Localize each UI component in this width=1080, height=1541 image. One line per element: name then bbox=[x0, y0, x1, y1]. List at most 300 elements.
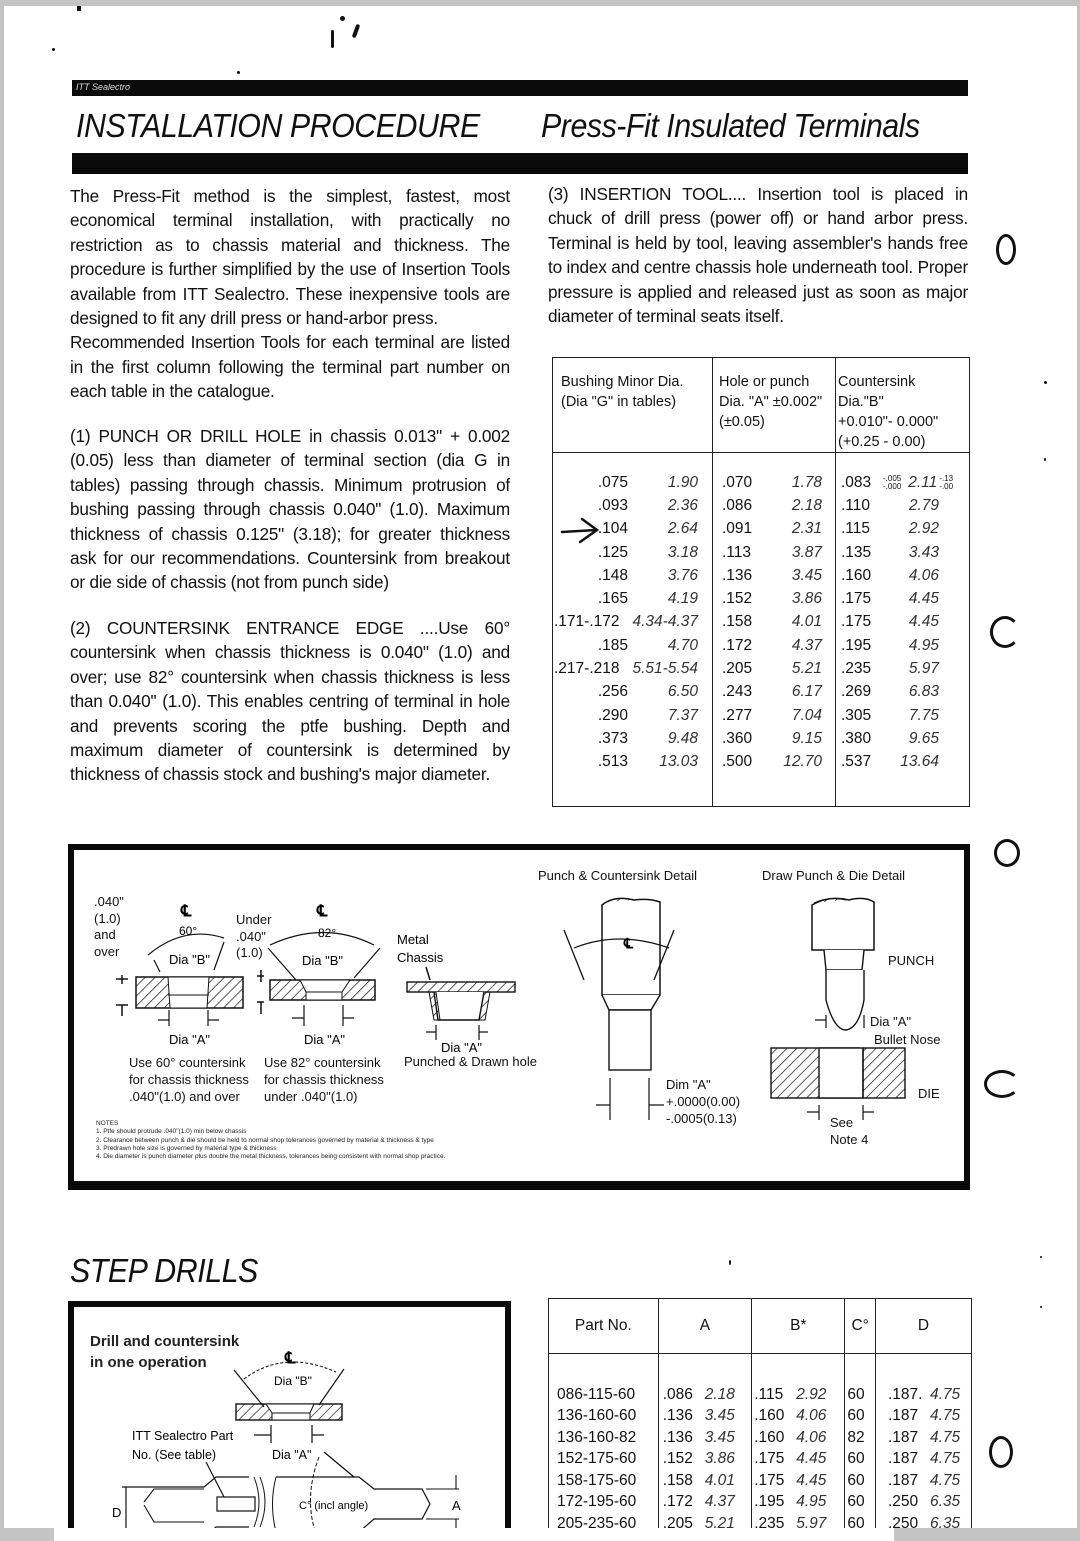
table-row bbox=[847, 1384, 874, 1406]
cell-value: .175 bbox=[754, 1450, 785, 1468]
table-row bbox=[554, 751, 711, 774]
table-row bbox=[714, 541, 834, 564]
cell-value: .187 bbox=[888, 1428, 919, 1446]
cell-value: .172 bbox=[662, 1493, 693, 1511]
table-row bbox=[754, 1406, 843, 1428]
table-row bbox=[754, 1427, 843, 1449]
mm-value: 7.04 bbox=[791, 706, 822, 724]
tolerance-value: -.000 bbox=[883, 481, 902, 491]
table-row bbox=[557, 1449, 657, 1471]
tolerance-value: -.13 bbox=[939, 473, 954, 483]
cell-value: 6.35 bbox=[930, 1514, 961, 1528]
header-line: +0.010"- 0.000" bbox=[838, 414, 939, 430]
table-row bbox=[847, 1449, 874, 1471]
caption-60-countersink bbox=[129, 1054, 249, 1105]
cell-value: .205 bbox=[662, 1514, 693, 1528]
caption-punched-drawn: Punched & Drawn hole bbox=[404, 1054, 537, 1069]
dim-line: +.0000(0.00) bbox=[666, 1094, 741, 1109]
header-line: Dia. "A" ±0.002" bbox=[719, 394, 823, 410]
mm-value: 9.15 bbox=[791, 729, 822, 747]
table-row bbox=[663, 1406, 751, 1428]
cell-value: 2.18 bbox=[704, 1385, 735, 1403]
table-row bbox=[754, 1384, 843, 1406]
table-row bbox=[663, 1470, 751, 1492]
inch-value: .305 bbox=[841, 706, 872, 724]
mm-value: 6.83 bbox=[908, 683, 939, 701]
caption-line: Use 60° countersink bbox=[129, 1055, 246, 1070]
c-column bbox=[845, 1354, 876, 1529]
page-subtitle: Press-Fit Insulated Terminals bbox=[541, 107, 920, 144]
table-row bbox=[837, 657, 968, 680]
mm-value: 3.45 bbox=[791, 566, 822, 584]
header-line: (±0.05) bbox=[719, 414, 765, 430]
svg-text:Dia "B": Dia "B" bbox=[274, 1374, 312, 1388]
header-line: (Dia "G" in tables) bbox=[561, 394, 677, 410]
table-row bbox=[754, 1513, 843, 1528]
inch-value: .256 bbox=[597, 683, 628, 701]
note-item: 3. Predrawn hole size is governed by material type & thickness bbox=[96, 1144, 277, 1152]
inch-value: .152 bbox=[722, 590, 753, 608]
cell-value: 4.75 bbox=[930, 1450, 961, 1468]
table-row bbox=[888, 1470, 970, 1492]
table-row bbox=[714, 751, 834, 774]
mm-value: 12.70 bbox=[783, 753, 822, 771]
inch-value: .075 bbox=[597, 473, 628, 491]
mm-value: 5.51-5.54 bbox=[632, 660, 698, 678]
cell-value: .187 bbox=[888, 1450, 919, 1468]
cell-value: 6.35 bbox=[930, 1493, 961, 1511]
inch-value: .217-.218 bbox=[554, 660, 620, 678]
table-row bbox=[754, 1449, 843, 1471]
countersink-column bbox=[836, 453, 970, 807]
note-item: 2. Clearance between punch & die should be held to normal shop tolerances governed by material & thickness & type bbox=[96, 1136, 434, 1144]
cell-value: 60 bbox=[847, 1471, 865, 1489]
table-row bbox=[557, 1470, 657, 1492]
inch-value: .269 bbox=[841, 683, 872, 701]
mm-value: 6.50 bbox=[667, 683, 698, 701]
cell-value: .187 bbox=[888, 1407, 919, 1425]
die-label: DIE bbox=[918, 1086, 940, 1101]
draw-punch-die-title: Draw Punch & Die Detail bbox=[762, 868, 906, 883]
table-row bbox=[663, 1492, 751, 1514]
mm-value: 13.64 bbox=[900, 753, 939, 771]
table-row bbox=[847, 1470, 874, 1492]
table-row bbox=[714, 518, 834, 541]
inch-value: .290 bbox=[597, 706, 628, 724]
col-header-bushing bbox=[553, 358, 713, 453]
centerline-symbol: ℄ bbox=[181, 903, 192, 920]
cell-value: 5.21 bbox=[704, 1514, 735, 1528]
installation-diagram bbox=[68, 844, 970, 1190]
table-row bbox=[888, 1449, 970, 1471]
label-line: .040" bbox=[236, 928, 266, 944]
scan-speck bbox=[340, 16, 345, 21]
mm-value: 4.37 bbox=[791, 636, 822, 654]
mm-value: 7.75 bbox=[908, 706, 939, 724]
see-note-label bbox=[830, 1114, 868, 1148]
mm-value: 6.17 bbox=[791, 683, 822, 701]
tolerance-value: -.005 bbox=[883, 473, 902, 483]
mm-value: 9.48 bbox=[667, 729, 698, 747]
step-3-paragraph: (3) INSERTION TOOL.... Insertion tool is placed in chuck of drill press (power off) or hand arbor press. Terminal is held by tool, leaving assembler's hands free to index and centre chassis hole underneath tool. Proper pressure is applied and released just as soon as major diameter of terminal seats itself. bbox=[548, 184, 968, 327]
svg-text:Dia "A": Dia "A" bbox=[272, 1448, 312, 1462]
label-line: (1.0) bbox=[236, 945, 263, 960]
svg-text:C° (incl angle): C° (incl angle) bbox=[299, 1500, 369, 1512]
inch-value: .513 bbox=[597, 753, 628, 771]
inch-value: .243 bbox=[722, 683, 753, 701]
inch-value: .091 bbox=[722, 520, 753, 538]
cell-value: 60 bbox=[847, 1385, 865, 1403]
inch-value: .360 bbox=[722, 729, 753, 747]
svg-text:Dia "B": Dia "B" bbox=[169, 952, 211, 967]
mm-value: 9.65 bbox=[908, 729, 939, 747]
dim-line: Dim "A" bbox=[666, 1077, 711, 1092]
table-row bbox=[837, 518, 968, 541]
cell-value: 60 bbox=[847, 1450, 865, 1468]
dim-line: -.0005(0.13) bbox=[666, 1111, 737, 1126]
hole-column bbox=[713, 453, 836, 807]
cell-value: .160 bbox=[754, 1407, 785, 1425]
cell-value: 158-175-60 bbox=[557, 1471, 637, 1489]
table-row bbox=[837, 541, 968, 564]
table-row bbox=[554, 681, 711, 704]
diagram-notes bbox=[96, 1120, 445, 1161]
mm-value: 5.97 bbox=[908, 660, 939, 678]
caption-line: for chassis thickness bbox=[264, 1072, 384, 1087]
table-row bbox=[714, 564, 834, 587]
step-1-paragraph: (1) PUNCH OR DRILL HOLE in chassis 0.013" + 0.002 (0.05) less than diameter of terminal section (dia G in tables) passing through chassis. Minimum protrusion of bushing passing through chassis 0.040" (1.0). Maximum thickness of chassis 0.125" (3.18); for greater thickness ask for our recommendations. Countersink from breakout or die side of chassis (not from punch side) bbox=[70, 426, 510, 593]
inch-value: .205 bbox=[722, 660, 753, 678]
title-underline-bar bbox=[72, 153, 968, 174]
label-line: over bbox=[94, 943, 120, 959]
cell-value: .250 bbox=[888, 1514, 919, 1528]
table-row bbox=[754, 1470, 843, 1492]
tolerance-inch bbox=[883, 475, 901, 491]
table-row bbox=[837, 681, 968, 704]
table-row bbox=[554, 494, 711, 517]
part-no-column bbox=[549, 1354, 659, 1529]
cell-value: .136 bbox=[662, 1407, 693, 1425]
inch-value: .172 bbox=[722, 636, 753, 654]
table-row bbox=[837, 727, 968, 750]
table-row bbox=[888, 1427, 970, 1449]
cell-value: .136 bbox=[662, 1428, 693, 1446]
mm-value: 2.64 bbox=[667, 520, 698, 538]
table-row bbox=[554, 471, 711, 494]
col-header-countersink bbox=[836, 358, 970, 453]
scan-speck bbox=[729, 1260, 731, 1265]
table-row bbox=[554, 727, 711, 750]
inch-value: .175 bbox=[841, 590, 872, 608]
inch-value: .373 bbox=[597, 729, 628, 747]
mm-value: 13.03 bbox=[659, 753, 698, 771]
caption-82-countersink bbox=[264, 1054, 384, 1105]
bullet-nose-label: Bullet Nose bbox=[874, 1032, 941, 1047]
cell-value: 4.75 bbox=[930, 1407, 961, 1425]
cell-value: .152 bbox=[662, 1450, 693, 1468]
mm-value: 2.11 bbox=[908, 473, 938, 491]
mm-value: 3.86 bbox=[791, 590, 822, 608]
table-row bbox=[837, 564, 968, 587]
cell-value: 4.75 bbox=[930, 1428, 961, 1446]
inch-value: .165 bbox=[597, 590, 628, 608]
table-row bbox=[663, 1384, 751, 1406]
b-column bbox=[752, 1354, 845, 1529]
table-row bbox=[847, 1427, 874, 1449]
cell-value: 4.37 bbox=[704, 1493, 735, 1511]
cell-value: .195 bbox=[754, 1493, 785, 1511]
scan-speck bbox=[237, 71, 240, 74]
label-line: .040" bbox=[94, 894, 124, 909]
cell-value: .115 bbox=[754, 1385, 784, 1403]
binder-hole bbox=[994, 839, 1020, 867]
scan-speck bbox=[1040, 1256, 1042, 1258]
col-header-part-no: Part No. bbox=[549, 1299, 659, 1354]
inch-value: .158 bbox=[722, 613, 753, 631]
cell-value: 2.92 bbox=[796, 1385, 827, 1403]
table-row bbox=[888, 1406, 970, 1428]
mm-value: 4.06 bbox=[908, 566, 939, 584]
note-item: 4. Die diameter is punch diameter plus double the metal thickness, tolerances being consistent with normal shop practice. bbox=[96, 1153, 446, 1161]
inch-value: .148 bbox=[597, 566, 628, 584]
cell-value: .175 bbox=[754, 1471, 785, 1489]
note-line: Note 4 bbox=[830, 1132, 869, 1147]
mm-value: 1.90 bbox=[667, 473, 698, 491]
inch-value: .195 bbox=[841, 636, 872, 654]
notes-title: NOTES bbox=[96, 1120, 119, 1127]
svg-text:℄: ℄ bbox=[285, 1350, 296, 1367]
note-item: 1. Ptfe should protrude .040"(1.0) min below chassis bbox=[96, 1128, 247, 1136]
table-row bbox=[837, 634, 968, 657]
header-line: Countersink Dia."B" bbox=[838, 374, 916, 410]
header-line: Bushing Minor Dia. bbox=[561, 374, 684, 390]
table-row bbox=[888, 1384, 970, 1406]
mm-value: 2.79 bbox=[908, 496, 939, 514]
cell-value: 4.75 bbox=[930, 1385, 961, 1403]
label-line: (1.0) bbox=[94, 910, 121, 926]
heading-line: in one operation bbox=[90, 1354, 207, 1371]
cell-value: 60 bbox=[847, 1493, 865, 1511]
cell-value: 4.45 bbox=[796, 1471, 827, 1489]
cell-value: 3.45 bbox=[704, 1428, 735, 1446]
col-header-hole bbox=[713, 358, 836, 453]
inch-value: .083 bbox=[841, 473, 872, 491]
cell-value: 60 bbox=[847, 1407, 865, 1425]
svg-text:82°: 82° bbox=[318, 926, 337, 940]
heading-line: Drill and countersink bbox=[90, 1333, 240, 1350]
svg-text:Dia "A": Dia "A" bbox=[304, 1032, 346, 1047]
inch-value: .277 bbox=[722, 706, 753, 724]
table-row bbox=[714, 471, 834, 494]
scan-speck bbox=[1044, 381, 1047, 384]
table-row bbox=[847, 1492, 874, 1514]
table-row bbox=[714, 704, 834, 727]
intro-section bbox=[70, 184, 510, 404]
header-line: Hole or punch bbox=[719, 374, 810, 390]
cell-value: 205-235-60 bbox=[557, 1514, 637, 1528]
intro-paragraph-2: Recommended Insertion Tools for each terminal are listed in the first column following the terminal part number on each table in the catalogue. bbox=[70, 332, 510, 402]
table-row bbox=[714, 727, 834, 750]
binder-hole bbox=[984, 1070, 1020, 1098]
step-drill-diagram bbox=[68, 1301, 511, 1528]
table-row bbox=[554, 564, 711, 587]
svg-text:D: D bbox=[112, 1505, 122, 1520]
table-row bbox=[847, 1513, 874, 1528]
cell-value: 60 bbox=[847, 1514, 865, 1528]
svg-text:No. (See table): No. (See table) bbox=[132, 1448, 217, 1462]
table-row bbox=[714, 587, 834, 610]
table-row bbox=[714, 634, 834, 657]
table-row bbox=[557, 1492, 657, 1514]
inch-value: .115 bbox=[841, 520, 871, 538]
inch-value: .093 bbox=[597, 496, 628, 514]
mm-value: 3.87 bbox=[791, 543, 822, 561]
table-row bbox=[714, 657, 834, 680]
table-row bbox=[663, 1427, 751, 1449]
cell-value: 152-175-60 bbox=[557, 1450, 637, 1468]
mm-value: 2.36 bbox=[667, 496, 698, 514]
mm-value: 2.92 bbox=[908, 520, 939, 538]
inch-value: .104 bbox=[597, 520, 628, 538]
inch-value: .160 bbox=[841, 566, 872, 584]
cell-value: .187 bbox=[888, 1471, 919, 1489]
table-row bbox=[663, 1449, 751, 1471]
inch-value: .500 bbox=[722, 753, 753, 771]
table-row bbox=[554, 704, 711, 727]
intro-paragraph: The Press-Fit method is the simplest, fastest, most economical terminal installation, with practically no restriction as to chassis material and thickness. The procedure is further simplified by the use of Insertion Tools available from ITT Sealectro. These inexpensive tools are designed to fit any drill press or hand-arbor press. bbox=[70, 186, 510, 329]
scan-speck bbox=[352, 24, 361, 39]
svg-text:Metal: Metal bbox=[397, 932, 429, 947]
table-row bbox=[557, 1406, 657, 1428]
binder-hole bbox=[990, 616, 1020, 648]
handwritten-arrow-icon bbox=[560, 516, 600, 546]
col-header-d: D bbox=[876, 1299, 972, 1354]
table-row bbox=[888, 1492, 970, 1514]
mm-value: 2.31 bbox=[791, 520, 822, 538]
caption-line: Use 82° countersink bbox=[264, 1055, 381, 1070]
a-column bbox=[658, 1354, 752, 1529]
d-column bbox=[876, 1354, 972, 1529]
cell-value: 4.06 bbox=[796, 1428, 827, 1446]
inch-value: .070 bbox=[722, 473, 753, 491]
scan-speck bbox=[1040, 1306, 1042, 1308]
caption-line: .040"(1.0) and over bbox=[129, 1089, 240, 1104]
svg-text:60°: 60° bbox=[179, 924, 198, 938]
col-header-b: B* bbox=[752, 1299, 845, 1354]
mm-value: 4.34-4.37 bbox=[632, 613, 698, 631]
svg-text:Dia "A": Dia "A" bbox=[441, 1040, 483, 1055]
cell-value: 5.97 bbox=[796, 1514, 827, 1528]
step-drill-drawing bbox=[74, 1307, 504, 1528]
punch-label: PUNCH bbox=[888, 953, 935, 968]
mm-value: 2.18 bbox=[791, 496, 822, 514]
mm-value: 4.45 bbox=[908, 613, 939, 631]
cell-value: .235 bbox=[754, 1514, 785, 1528]
svg-text:℄: ℄ bbox=[624, 935, 633, 951]
inch-value: .110 bbox=[841, 496, 871, 514]
page-title: INSTALLATION PROCEDURE bbox=[76, 107, 480, 144]
table-row bbox=[837, 494, 968, 517]
note-line: See bbox=[830, 1115, 854, 1130]
mm-value: 4.95 bbox=[908, 636, 939, 654]
table-row bbox=[888, 1513, 970, 1528]
inch-value: .175 bbox=[841, 613, 872, 631]
inch-value: .125 bbox=[597, 543, 628, 561]
inch-value: .185 bbox=[597, 636, 628, 654]
inch-value: .135 bbox=[841, 543, 872, 561]
svg-text:ITT Sealectro Part: ITT Sealectro Part bbox=[132, 1429, 234, 1443]
inch-value: .136 bbox=[722, 566, 753, 584]
cell-value: .250 bbox=[888, 1493, 919, 1511]
dim-a-tolerance bbox=[666, 1076, 740, 1127]
bushing-column bbox=[553, 453, 713, 807]
cell-value: 086-115-60 bbox=[557, 1385, 636, 1403]
step-drill-table bbox=[548, 1298, 972, 1528]
svg-text:Dia "A": Dia "A" bbox=[169, 1032, 211, 1047]
svg-text:A: A bbox=[452, 1498, 461, 1513]
table-row bbox=[663, 1513, 751, 1528]
step-2-paragraph: (2) COUNTERSINK ENTRANCE EDGE ....Use 60° countersink when chassis thickness is 0.040" (1.0) and over; use 82° countersink when chassis thickness is less than 0.040" (1.0). This enables centring of terminal in hole and prevents scoring the ptfe bushing. Depth and maximum diameter of countersink is determined by thickness of chassis stock and bushing's major diameter. bbox=[70, 618, 510, 785]
mm-value: 4.70 bbox=[667, 636, 698, 654]
mm-value: 3.43 bbox=[908, 543, 939, 561]
binder-hole bbox=[989, 1436, 1013, 1468]
table-row bbox=[554, 657, 711, 680]
inch-value: .235 bbox=[841, 660, 872, 678]
mm-value: 4.19 bbox=[667, 590, 698, 608]
cell-value: 4.75 bbox=[930, 1471, 961, 1489]
table-row bbox=[714, 611, 834, 634]
cell-value: .187. bbox=[888, 1385, 923, 1403]
tolerance-value: -.00 bbox=[939, 481, 954, 491]
table-row bbox=[557, 1513, 657, 1528]
col-header-c: C° bbox=[845, 1299, 876, 1354]
cell-value: .158 bbox=[662, 1471, 693, 1489]
table-row bbox=[837, 587, 968, 610]
binder-hole bbox=[996, 234, 1016, 265]
table-row bbox=[714, 494, 834, 517]
svg-text:Chassis: Chassis bbox=[397, 950, 444, 965]
brand-strip: ITT Sealectro bbox=[76, 82, 131, 92]
header-bar bbox=[72, 80, 968, 96]
header-line: (+0.25 - 0.00) bbox=[838, 434, 926, 450]
scan-speck bbox=[1044, 458, 1046, 461]
cell-value: 4.95 bbox=[796, 1493, 827, 1511]
table-row bbox=[557, 1427, 657, 1449]
cell-value: 4.06 bbox=[796, 1407, 827, 1425]
page-edge-mark bbox=[77, 6, 81, 11]
cell-value: 3.45 bbox=[704, 1407, 735, 1425]
caption-line: for chassis thickness bbox=[129, 1072, 249, 1087]
table-row bbox=[837, 704, 968, 727]
inch-value: .380 bbox=[841, 729, 872, 747]
table-row bbox=[837, 611, 968, 634]
cell-value: 172-195-60 bbox=[557, 1493, 637, 1511]
inch-value: .086 bbox=[722, 496, 753, 514]
scan-speck bbox=[52, 48, 55, 51]
table-row bbox=[557, 1384, 657, 1406]
mm-value: 7.37 bbox=[667, 706, 698, 724]
cell-value: .086 bbox=[662, 1385, 693, 1403]
col-header-a: A bbox=[658, 1299, 752, 1354]
mm-value: 3.18 bbox=[667, 543, 698, 561]
tolerance-mm bbox=[939, 475, 953, 491]
cell-value: .160 bbox=[754, 1428, 785, 1446]
mm-value: 3.76 bbox=[667, 566, 698, 584]
punch-countersink-title: Punch & Countersink Detail bbox=[538, 868, 697, 883]
mm-value: 1.78 bbox=[791, 473, 822, 491]
inch-value: .537 bbox=[841, 753, 872, 771]
cell-value: 3.86 bbox=[704, 1450, 735, 1468]
